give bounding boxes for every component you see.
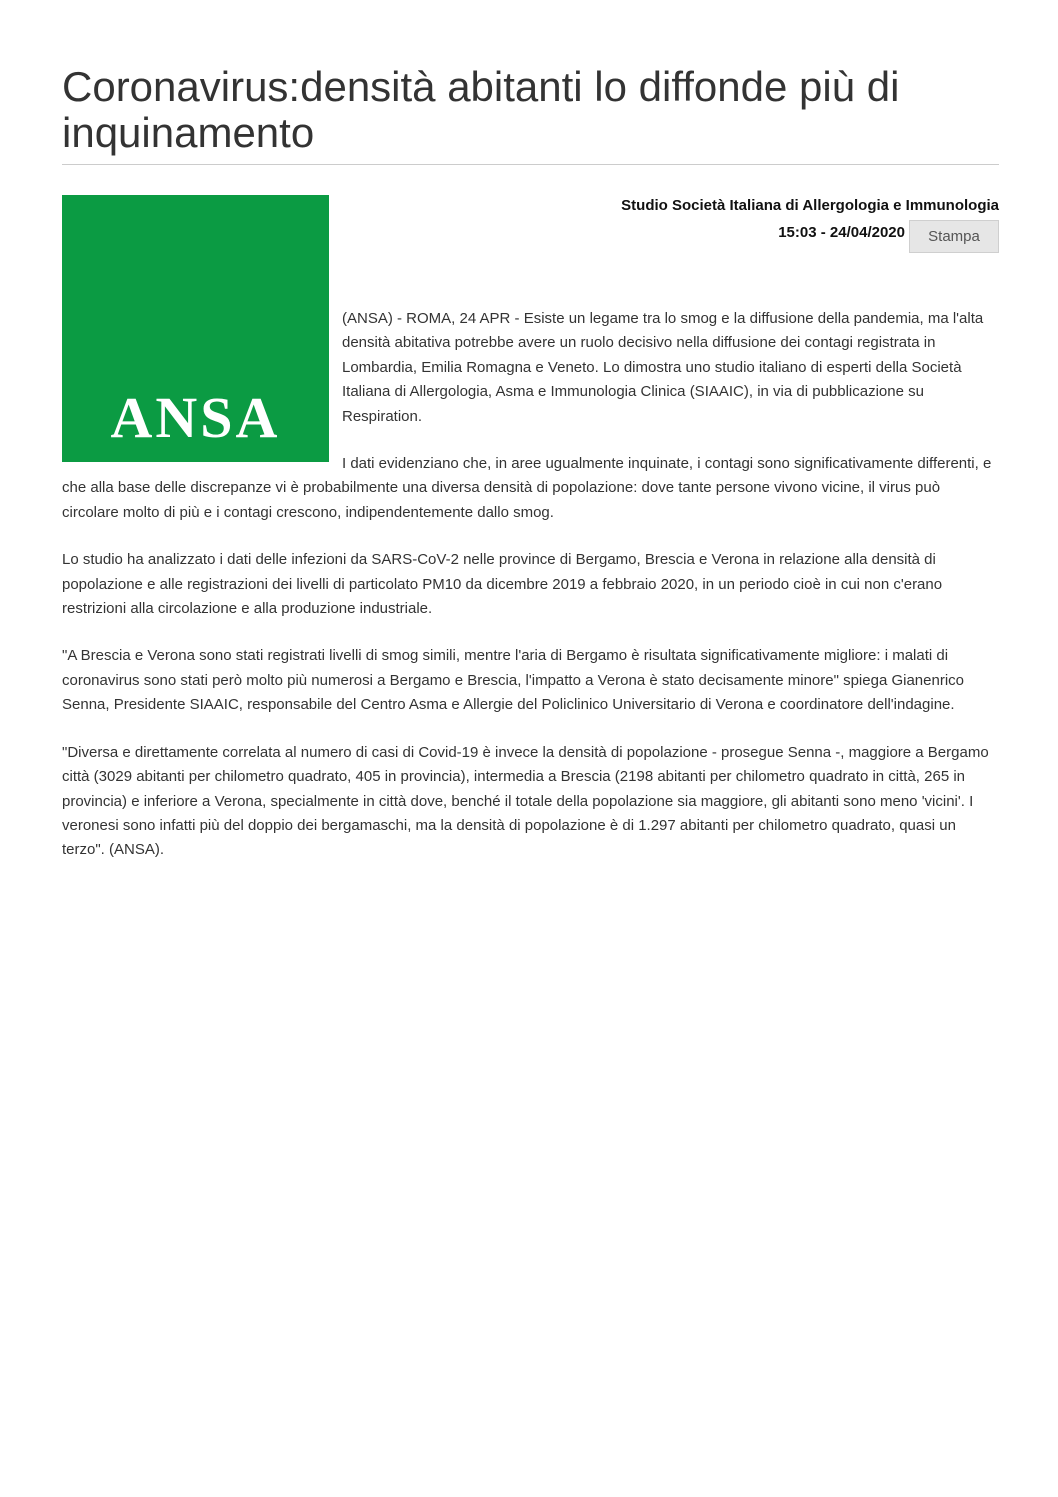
article-paragraph: (ANSA) - ROMA, 24 APR - Esiste un legame tra lo smog e la diffusione della pandemia, ma l'alta densità abitativa potrebbe avere un ruolo decisivo nella diffusione dei contagi registrata in Lombardia, Emilia Romagna e Veneto. Lo dimostra uno studio italiano di esperti della Società Italiana di Allergologia, Asma e Immunologia Clinica (SIAAIC), in via di pubblicazione su Respiration. <box>342 310 984 425</box>
page-title: Coronavirus:densità abitanti lo diffonde più di inquinamento <box>62 64 999 165</box>
article-datetime: 15:03 - 24/04/2020 <box>778 224 905 241</box>
meta-row <box>621 220 999 253</box>
article-subtitle: Studio Società Italiana di Allergologia e Immunologia <box>621 197 999 214</box>
article-page <box>62 63 999 859</box>
logo-wrap-spacer <box>62 307 342 467</box>
print-button[interactable]: Stampa <box>909 220 999 253</box>
article-meta <box>621 195 999 253</box>
ansa-logo-text: ANSA <box>110 385 281 450</box>
article-body <box>62 307 999 886</box>
article-paragraph: "Diversa e direttamente correlata al numero di casi di Covid-19 è invece la densità di popolazione - prosegue Senna -, maggiore a Bergamo città (3029 abitanti per chilometro quadrato, 405 in provincia), intermedia a Brescia (2198 abitanti per chilometro quadrato in città, 265 in provincia) e inferiore a Verona, specialmente in città dove, benché il totale della popolazione sia maggiore, gli abitanti sono meno 'vicini'. I veronesi sono infatti più del doppio dei bergamaschi, ma la densità di popolazione è di 1.297 abitanti per chilometro quadrato, quasi un terzo". (ANSA). <box>62 743 989 859</box>
article-paragraph: "A Brescia e Verona sono stati registrati livelli di smog simili, mentre l'aria di Bergamo è risultata significativamente migliore: i malati di coronavirus sono stati però molto più numerosi a Bergamo e Brescia, l'impatto a Verona è stato decisamente minore" spiega Gianenrico Senna, Presidente SIAAIC, responsabile del Centro Asma e Allergie del Policlinico Universitario di Verona e coordinatore dell'indagine. <box>62 647 964 714</box>
article-paragraph: I dati evidenziano che, in aree ugualmente inquinate, i contagi sono significativamente differenti, e che alla base delle discrepanze vi è probabilmente una diversa densità di popolazione: dove tante persone vivono vicine, il virus può circolare molto di più e i contagi crescono, indipendentemente dallo smog. <box>62 455 992 521</box>
article-paragraph: Lo studio ha analizzato i dati delle infezioni da SARS-CoV-2 nelle province di Bergamo, Brescia e Verona in relazione alla densità di popolazione e alle registrazioni dei livelli di particolato PM10 da dicembre 2019 a febbraio 2020, in un periodo cioè in cui non c'erano restrizioni alla circolazione e alla produzione industriale. <box>62 551 943 618</box>
